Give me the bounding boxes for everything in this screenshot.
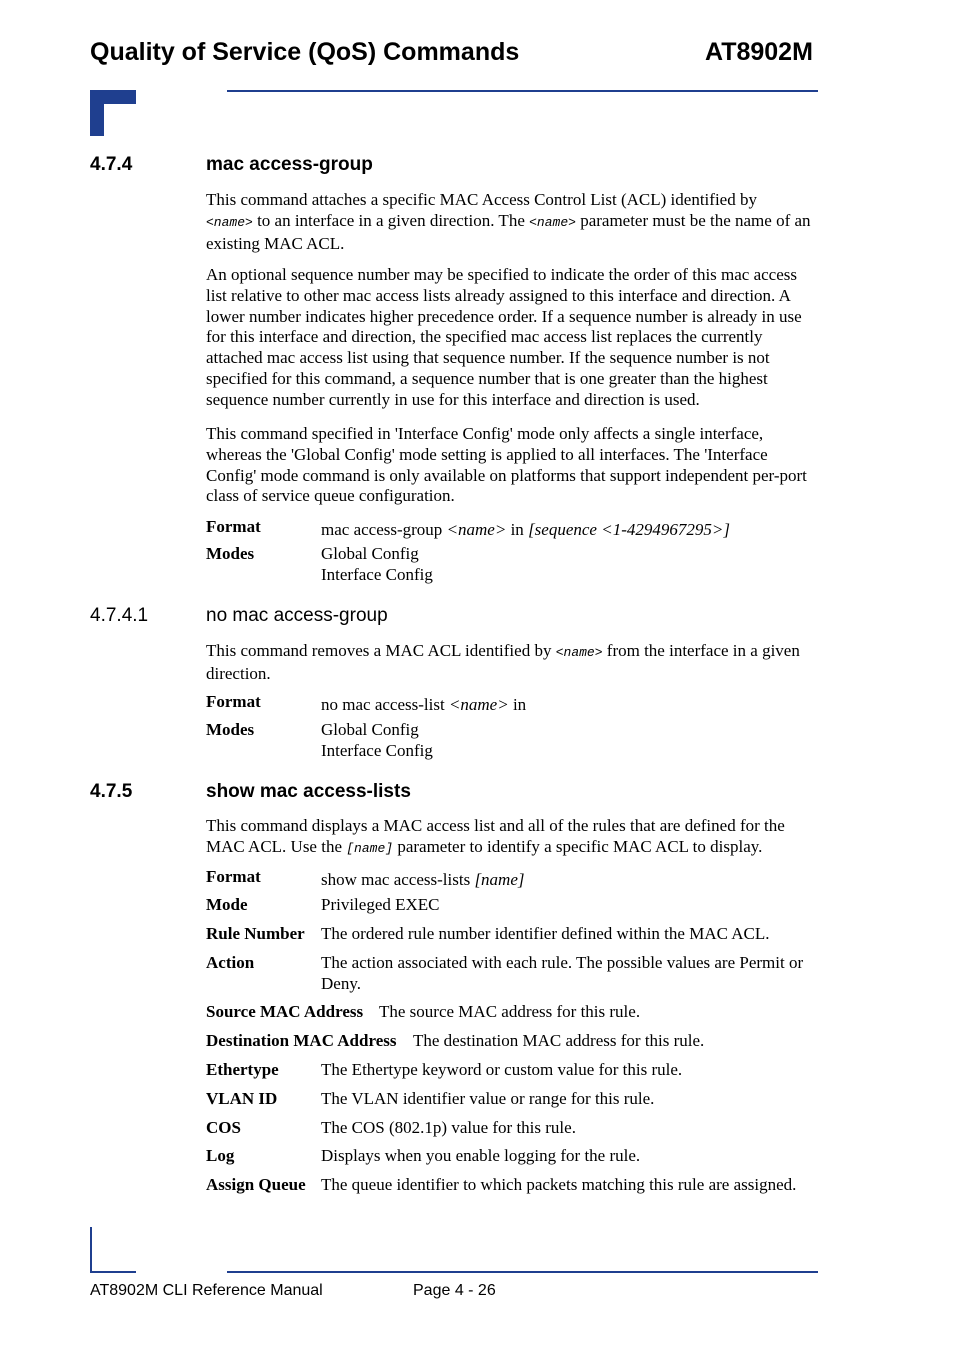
field-desc: The COS (802.1p) value for this rule. (321, 1118, 576, 1137)
subsection-title: no mac access-group (206, 605, 388, 626)
field-desc: The queue identifier to which packets matching this rule are assigned. (321, 1175, 797, 1194)
paragraph: An optional sequence number may be specified to indicate the order of this mac access list relative to other mac access lists already assigned to this interface and direction. A lower number indicates higher precedence order. If a sequence number is already in use for this interface and direction, the specified mac access list replaces the currently attached mac access list using that sequence number. If the sequence number is not specified for this command, a sequence number that is one greater than the highest sequence number currently in use for this interface and direction is used. (206, 265, 802, 409)
field-label: Rule Number (206, 924, 305, 943)
field-label: Action (206, 953, 255, 972)
modes-label: Modes (206, 544, 255, 563)
field-label: COS (206, 1118, 241, 1137)
header-title: Quality of Service (QoS) Commands (90, 38, 520, 66)
field-desc: The ordered rule number identifier defined within the MAC ACL. (321, 924, 770, 943)
section-number: 4.7.5 (90, 781, 133, 802)
modes-value: Global Config Interface Config (321, 544, 433, 584)
field-label: Assign Queue (206, 1175, 306, 1194)
field-desc: The source MAC address for this rule. (379, 1002, 641, 1021)
format-syntax: show mac access-lists [name] (321, 870, 525, 889)
paragraph: This command displays a MAC access list and all of the rules that are defined for the MAC ACL. Use the [name] parameter to identify a specific MAC ACL to display. (206, 816, 785, 856)
field-desc: The destination MAC address for this rule. (413, 1031, 705, 1050)
footer-rule (227, 1271, 818, 1273)
field-label: Source MAC Address (206, 1002, 364, 1021)
format-label: Format (206, 517, 261, 536)
mode-label: Mode (206, 895, 248, 914)
field-label: Log (206, 1146, 235, 1165)
header-rule (227, 90, 818, 92)
paragraph: This command removes a MAC ACL identified by <name> from the interface in a given direction. (206, 641, 800, 683)
modes-value: Global Config Interface Config (321, 720, 433, 760)
mode-value: Privileged EXEC (321, 895, 440, 914)
header-product: AT8902M (705, 38, 813, 66)
field-desc: The VLAN identifier value or range for this rule. (321, 1089, 655, 1108)
footer-manual-title: AT8902M CLI Reference Manual (90, 1282, 323, 1299)
format-label: Format (206, 692, 261, 711)
footer-page-number: Page 4 - 26 (413, 1282, 496, 1299)
field-label: VLAN ID (206, 1089, 278, 1108)
section-title: mac access-group (206, 154, 373, 175)
field-desc: The action associated with each rule. The possible values are Permit or Deny. (321, 953, 804, 993)
section-number: 4.7.4 (90, 154, 133, 175)
modes-label: Modes (206, 720, 255, 739)
format-syntax: mac access-group <name> in [sequence <1-4294967295>] (321, 520, 730, 539)
footer-corner-rule (90, 1271, 136, 1273)
footer-corner-mark (90, 1227, 92, 1273)
paragraph: This command attaches a specific MAC Access Control List (ACL) identified by <name> to an interface in a given direction. The <name> parameter must be the name of an existing MAC ACL. (206, 190, 811, 253)
field-desc: The Ethertype keyword or custom value for this rule. (321, 1060, 683, 1079)
subsection-number: 4.7.4.1 (90, 605, 149, 626)
format-syntax: no mac access-list <name> in (321, 695, 527, 714)
paragraph: This command specified in 'Interface Config' mode only affects a single interface, whereas the 'Global Config' mode setting is applied to all interfaces. The 'Interface Config' mode command is only available on platforms that support independent per-port class of service queue configuration. (206, 424, 807, 506)
corner-mark-left (90, 90, 104, 136)
field-label: Destination MAC Address (206, 1031, 397, 1050)
format-label: Format (206, 867, 261, 886)
section-title: show mac access-lists (206, 781, 411, 802)
field-label: Ethertype (206, 1060, 279, 1079)
field-desc: Displays when you enable logging for the rule. (321, 1146, 641, 1165)
